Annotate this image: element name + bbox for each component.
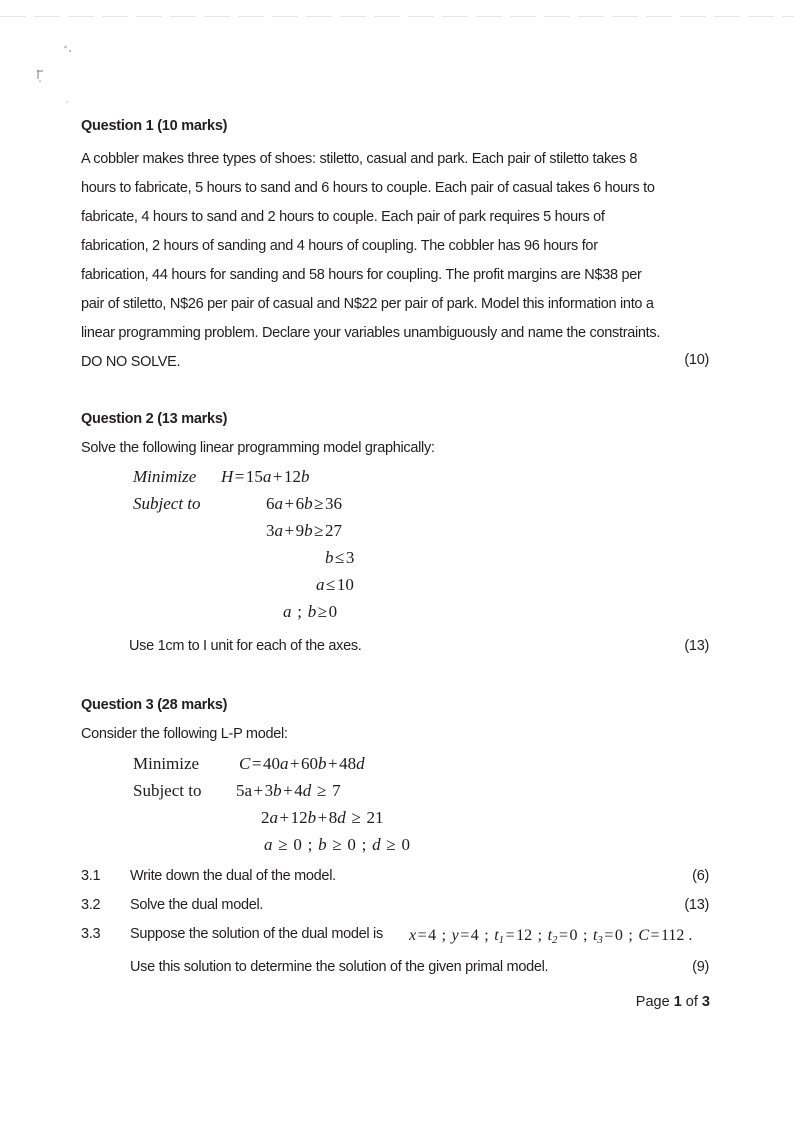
scan-speck xyxy=(66,101,68,103)
scan-speck xyxy=(64,45,68,48)
question-3-constraint-2: 2a+12b+8d ≥ 21 xyxy=(261,808,384,827)
item-3-1-marks: (6) xyxy=(692,868,709,884)
question-2-constraint-4: a≤10 xyxy=(316,575,354,594)
body-line: fabrication, 44 hours for sanding and 58 hours for coupling. The profit margins are N$38 per xyxy=(81,267,642,283)
question-3-objective: C=40a+60b+48d xyxy=(239,754,365,773)
body-line: A cobbler makes three types of shoes: stiletto, casual and park. Each pair of stiletto takes 8 xyxy=(81,151,638,167)
question-2-constraint-1: 6a+6b≥36 xyxy=(266,494,342,513)
question-3-constraint-1: 5a+3b+4d ≥ 7 xyxy=(236,781,341,800)
body-line: hours to fabricate, 5 hours to sand and 6 hours to couple. Each pair of casual takes 6 hours to xyxy=(81,180,655,196)
scan-speck xyxy=(39,80,41,82)
question-2-objective: H=15a+12b xyxy=(221,467,310,486)
question-3-intro: Consider the following L-P model: xyxy=(81,726,288,742)
question-2-instruction: Use 1cm to I unit for each of the axes. xyxy=(129,638,362,654)
scan-artifact-line xyxy=(0,16,794,17)
footer-total-pages: 3 xyxy=(701,994,710,1010)
item-3-1-text: Write down the dual of the model. xyxy=(130,868,336,884)
question-2-constraint-5: a ; b≥0 xyxy=(283,602,338,621)
question-3-closing-text: Use this solution to determine the solution of the given primal model. xyxy=(130,959,549,975)
item-3-3-text: Suppose the solution of the dual model is xyxy=(130,926,387,942)
question-2-objective-label: Minimize xyxy=(133,467,197,486)
item-3-2-text: Solve the dual model. xyxy=(130,897,264,913)
question-1-body xyxy=(81,145,709,377)
question-1-marks: (10) xyxy=(684,352,709,368)
item-3-2-marks: (13) xyxy=(684,897,709,913)
question-3-subject-label: Subject to xyxy=(133,781,202,800)
question-2-constraint-2: 3a+9b≥27 xyxy=(266,521,342,540)
body-line: pair of stiletto, N$26 per pair of casual and N$22 per pair of park. Model this information into a xyxy=(81,296,654,312)
question-2-heading: Question 2 (13 marks) xyxy=(81,411,228,427)
question-2-constraint-3: b≤3 xyxy=(325,548,355,567)
footer-prefix: Page xyxy=(635,994,674,1010)
question-3-closing-marks: (9) xyxy=(692,959,709,975)
question-3-heading: Question 3 (28 marks) xyxy=(81,697,228,713)
footer-current-page: 1 xyxy=(673,994,682,1010)
scan-speck xyxy=(37,70,43,72)
question-1-heading: Question 1 (10 marks) xyxy=(81,118,228,134)
body-line: fabricate, 4 hours to sand and 2 hours to couple. Each pair of park requires 5 hours of xyxy=(81,209,605,225)
body-line: DO NO SOLVE. xyxy=(81,354,181,370)
item-3-2-number: 3.2 xyxy=(81,897,101,913)
item-3-3-solution: x=4 ; y=4 ; $t_1=12$ ; $t_2=0$ ; $t_3=0$ ; C=112 . xyxy=(409,927,693,947)
question-2-subject-label: Subject to xyxy=(133,494,201,513)
item-3-3-number: 3.3 xyxy=(81,926,101,942)
question-2-marks: (13) xyxy=(684,638,709,654)
question-3-objective-label: Minimize xyxy=(133,754,200,773)
item-3-1-number: 3.1 xyxy=(81,868,101,884)
body-line: fabrication, 2 hours of sanding and 4 hours of coupling. The cobbler has 96 hours for xyxy=(81,238,598,254)
body-line: linear programming problem. Declare your variables unambiguously and name the constraints. xyxy=(81,325,661,341)
page-footer xyxy=(560,994,710,1010)
footer-middle: of xyxy=(681,994,702,1010)
question-3-constraint-3: a ≥ 0 ; b ≥ 0 ; d ≥ 0 xyxy=(264,835,410,854)
question-2-intro: Solve the following linear programming model graphically: xyxy=(81,440,435,456)
scan-speck xyxy=(69,50,71,52)
